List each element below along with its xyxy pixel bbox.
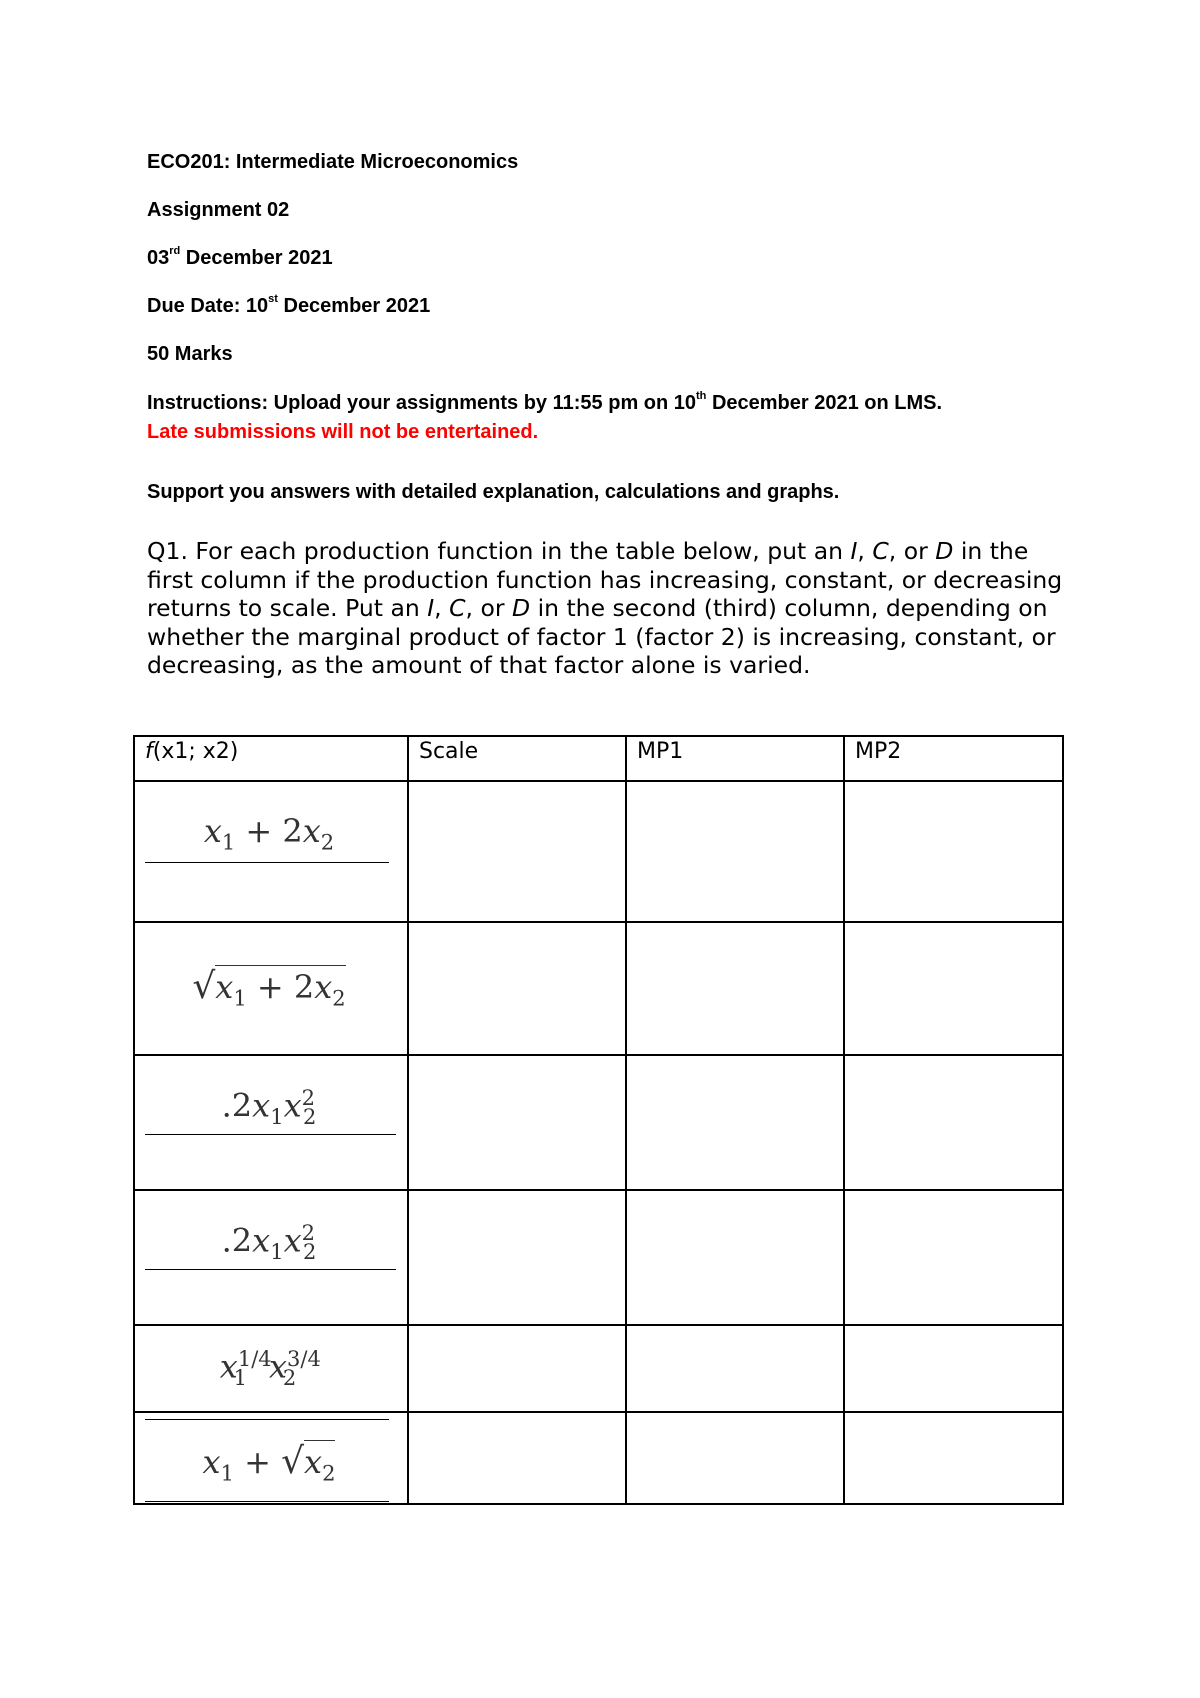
function-cell: [134, 1325, 408, 1412]
course-title: ECO201: Intermediate Microeconomics: [147, 151, 519, 173]
table-row: [134, 1055, 1063, 1190]
issue-date: 03rd December 2021: [147, 245, 333, 269]
formula-linear-sqrt: $x_1 + √x_2$: [202, 1440, 336, 1486]
table-header-row: [134, 736, 1063, 781]
mp1-cell[interactable]: [626, 1412, 844, 1504]
formula-linear: $x_1 + 2x_2$: [203, 812, 335, 855]
scale-cell[interactable]: [408, 1412, 626, 1504]
function-cell: [134, 1190, 408, 1325]
scale-cell[interactable]: [408, 1055, 626, 1190]
answer-line: [145, 1501, 389, 1502]
table-row: [134, 781, 1063, 922]
table-row: [134, 1412, 1063, 1504]
header-cell-mp1: MP1: [626, 736, 844, 781]
scale-cell[interactable]: [408, 1190, 626, 1325]
mp1-cell[interactable]: [626, 1190, 844, 1325]
mp1-cell[interactable]: [626, 1325, 844, 1412]
table-row: [134, 1190, 1063, 1325]
mp2-cell[interactable]: [844, 922, 1063, 1055]
mp2-cell[interactable]: [844, 1325, 1063, 1412]
answer-line: [145, 862, 389, 863]
scale-cell[interactable]: [408, 922, 626, 1055]
formula-cobb-douglas-b: $.2x_1x^2_2$: [221, 1221, 317, 1265]
mp1-cell[interactable]: [626, 1055, 844, 1190]
function-cell: [134, 922, 408, 1055]
table-row: [134, 1325, 1063, 1412]
instructions: Instructions: Upload your assignments by 11:55 pm on 10th December 2021 on LMS.: [147, 390, 943, 414]
late-submission-note: Late submissions will not be entertained.: [147, 421, 539, 443]
answer-line: [145, 1269, 396, 1270]
header-cell-function: f(x1; x2): [134, 736, 408, 781]
header-cell-mp2: MP2: [844, 736, 1063, 781]
scale-cell[interactable]: [408, 781, 626, 922]
production-function-table: [133, 735, 1064, 1505]
due-date: Due Date: 10st December 2021: [147, 293, 431, 317]
support-note: Support you answers with detailed explanation, calculations and graphs.: [147, 481, 840, 503]
table-row: [134, 922, 1063, 1055]
formula-fractional-powers: $x^{1/4}_1$ $x^{3/4}_2$: [219, 1346, 321, 1391]
assignment-number: Assignment 02: [147, 199, 290, 221]
mp1-cell[interactable]: [626, 781, 844, 922]
question-1: Q1. For each production function in the table below, put an I, C, or D in the first column if the production function has increasing, constant, or decreasing returns to scale. Put an I, C, or D in the second (third) column, depending on whether the marginal product of factor 1 (factor 2) is increasing, constant, or decreasing, as the amount of that factor alone is varied.: [147, 537, 1063, 679]
function-cell: [134, 1412, 408, 1504]
formula-cobb-douglas-a: $.2x_1x^2_2$: [221, 1086, 317, 1130]
function-cell: [134, 781, 408, 922]
header-cell-scale: Scale: [408, 736, 626, 781]
mp2-cell[interactable]: [844, 1412, 1063, 1504]
mp2-cell[interactable]: [844, 781, 1063, 922]
formula-sqrt-linear: $√x_1 + 2x_2$: [192, 966, 346, 1011]
mp1-cell[interactable]: [626, 922, 844, 1055]
scale-cell[interactable]: [408, 1325, 626, 1412]
total-marks: 50 Marks: [147, 343, 233, 365]
mp2-cell[interactable]: [844, 1055, 1063, 1190]
function-cell: [134, 1055, 408, 1190]
mp2-cell[interactable]: [844, 1190, 1063, 1325]
answer-line: [145, 1134, 396, 1135]
